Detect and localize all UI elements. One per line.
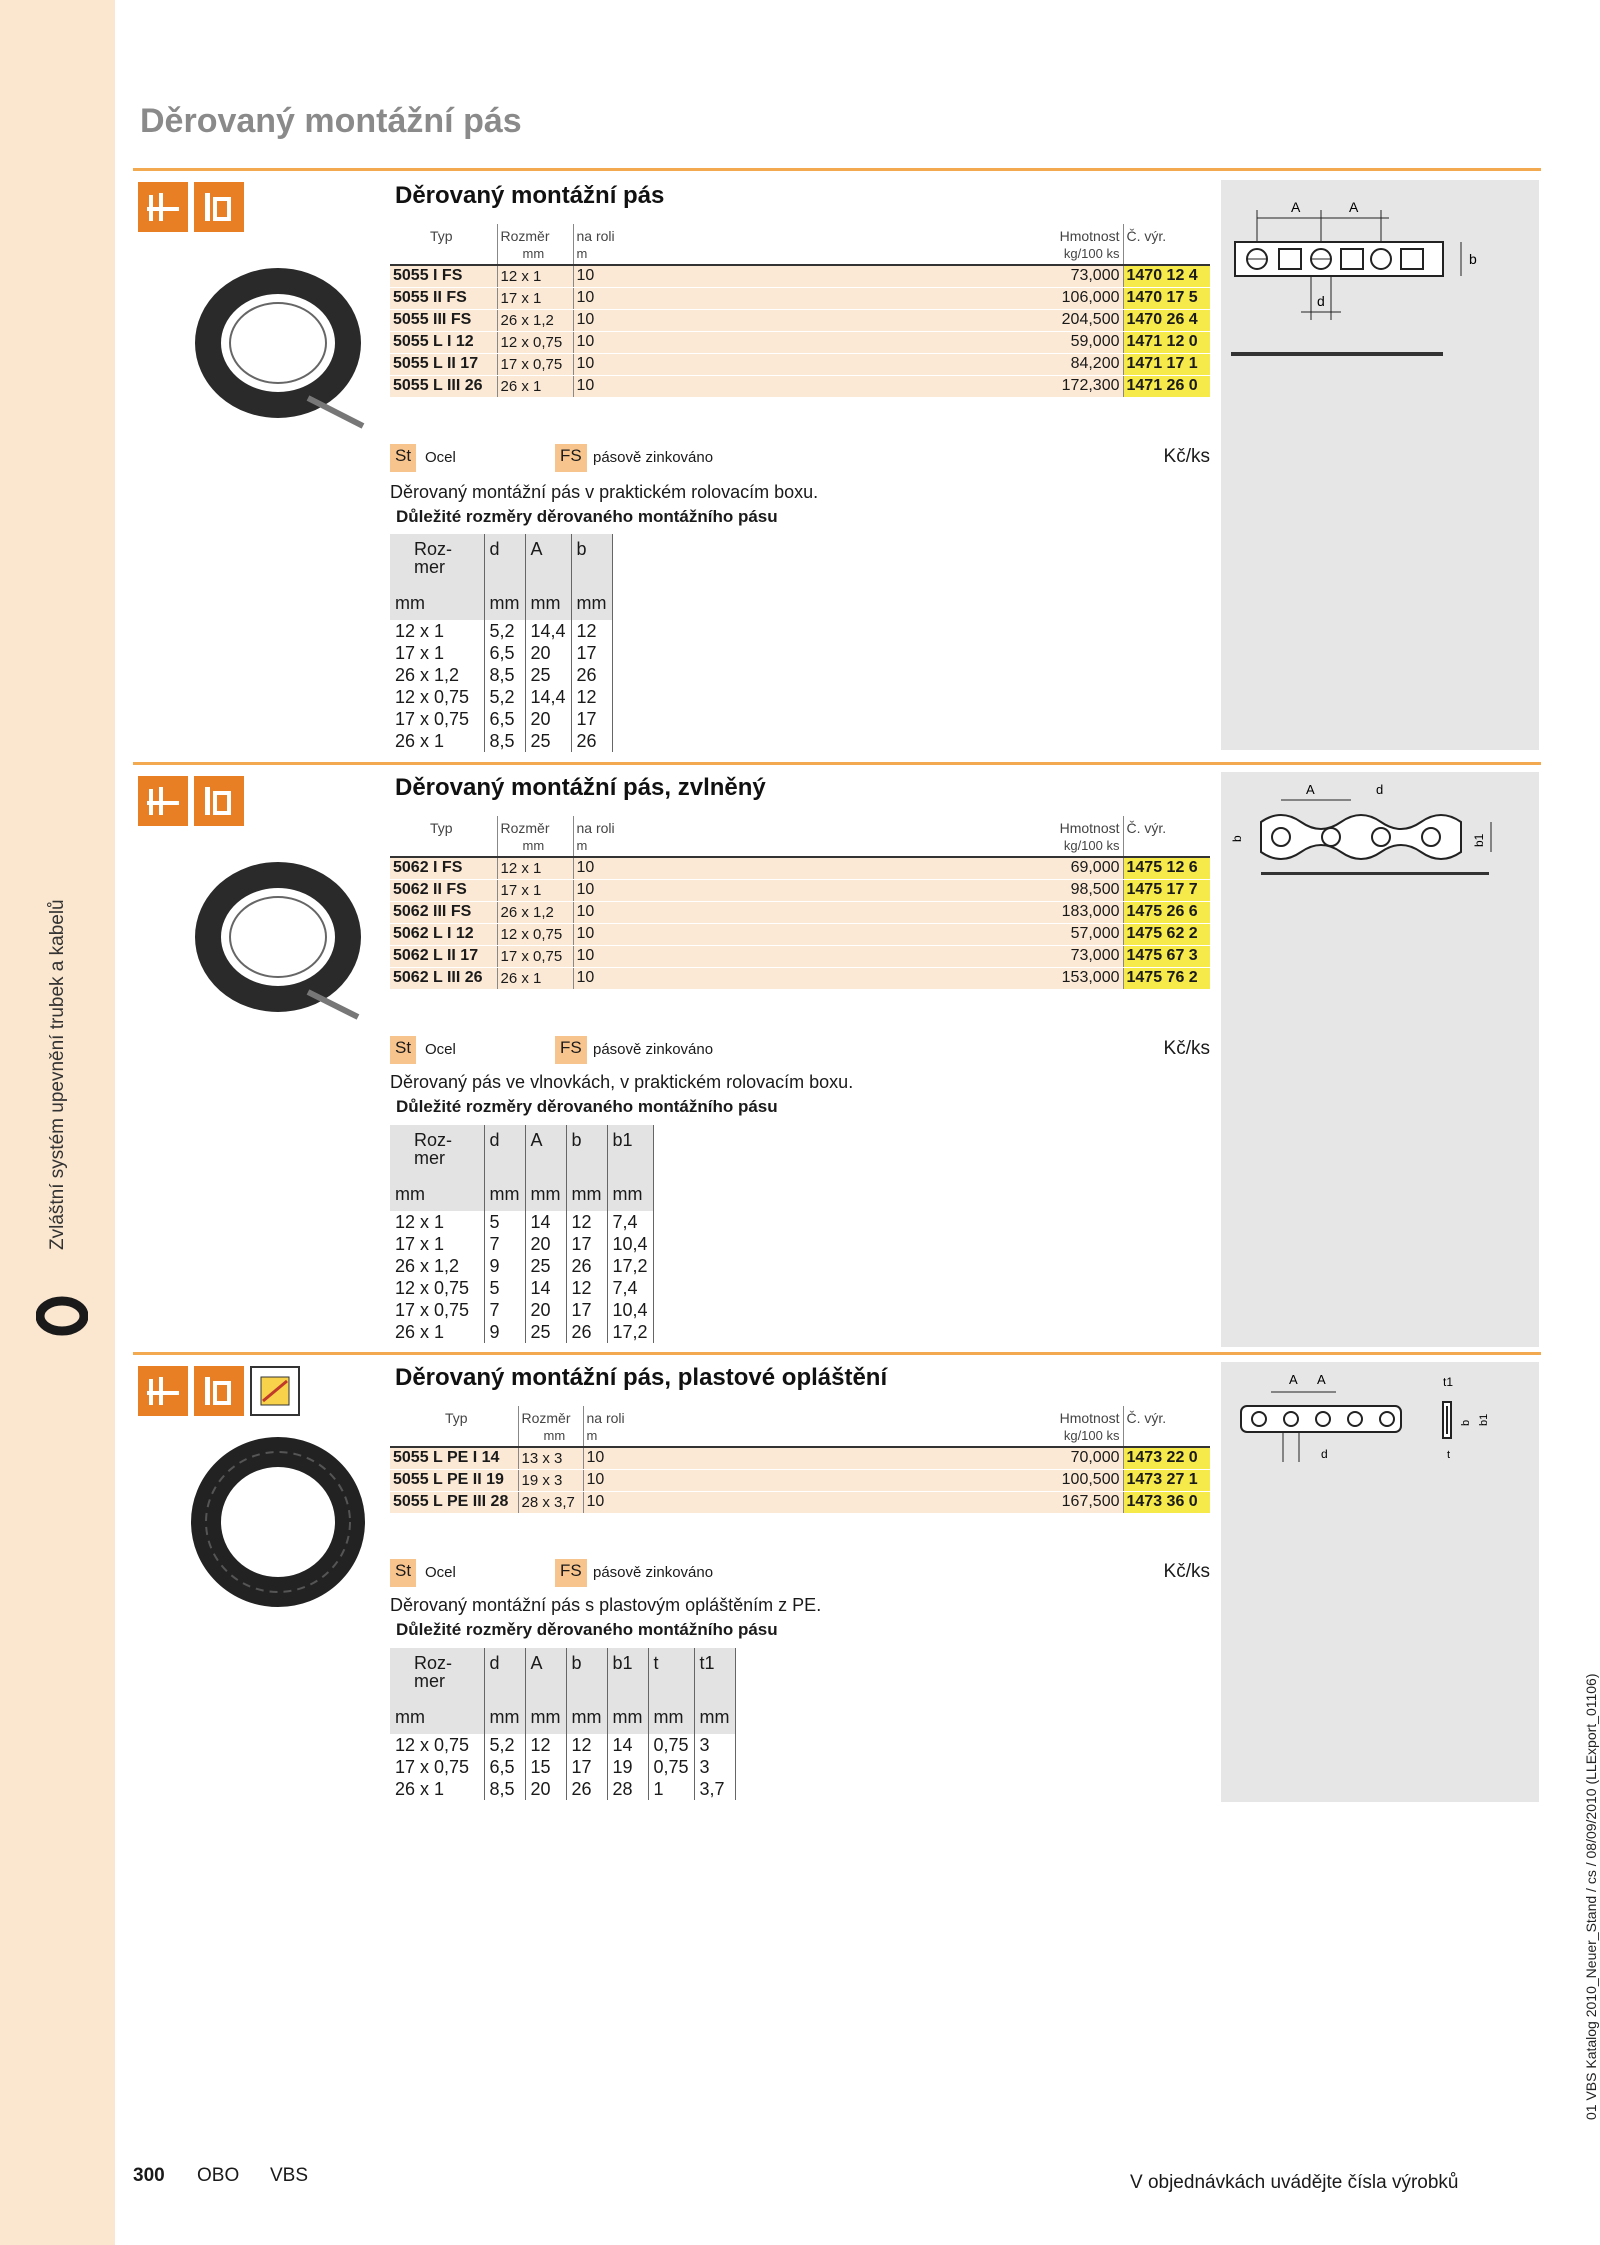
part-number: 1475 26 6 — [1123, 901, 1210, 923]
col-c-vyr: Č. výr. — [1126, 820, 1167, 836]
col-na-roli: na roli — [576, 820, 615, 836]
technical-drawing — [1221, 1362, 1539, 1482]
col-typ: Typ — [390, 816, 497, 836]
table-row: 5062 L III 26 26 x 1 10 153,000 1475 76 2 — [390, 967, 1210, 989]
dim-label: b — [1460, 1419, 1472, 1426]
col-rozmer: Rozměr — [518, 1406, 583, 1426]
fire-class-icon — [250, 1366, 300, 1416]
technical-drawing — [1221, 180, 1539, 380]
section-divider — [133, 168, 1541, 171]
table-row: 26 x 1,2 8,5 25 26 — [390, 664, 612, 686]
table-row: 26 x 1 9 25 26 17,2 — [390, 1321, 653, 1343]
part-number: 1470 12 4 — [1123, 265, 1210, 287]
material-label-fs: pásově zinkováno — [593, 1041, 714, 1058]
dim-label: d — [1317, 293, 1325, 309]
table-row: 26 x 1 8,5 25 26 — [390, 730, 612, 752]
dim-label: A — [1306, 782, 1315, 797]
section-wavy-strap — [133, 762, 1541, 1352]
material-row — [390, 1036, 1210, 1066]
col-c-vyr: Č. výr. — [1126, 228, 1167, 244]
col-hmotnost: Hmotnost — [1053, 1406, 1123, 1426]
unit-kg: kg/100 ks — [1053, 1426, 1123, 1447]
description: Děrovaný montážní pás s plastovým opláštěním z PE. — [390, 1595, 822, 1615]
dimensions-title: Důležité rozměry děrovaného montážního pásu — [396, 1620, 778, 1639]
part-number: 1473 27 1 — [1123, 1469, 1210, 1491]
table-row: 5055 L PE II 19 19 x 3 10 100,500 1473 27 1 — [390, 1469, 1210, 1491]
unit-m: m — [573, 836, 1053, 857]
material-badge-st: St — [390, 444, 416, 472]
dim-label: d — [1321, 1447, 1328, 1461]
dimensions-title: Důležité rozměry děrovaného montážního pásu — [396, 1097, 778, 1116]
table-row: 17 x 0,75 6,5 15 17 19 0,75 3 — [390, 1756, 735, 1778]
fastening-icon — [138, 182, 188, 232]
drawing-panel — [1221, 180, 1539, 750]
product-table — [390, 816, 1210, 990]
material-badge-fs: FS — [555, 444, 587, 472]
material-row — [390, 444, 1210, 474]
material-label-fs: pásově zinkováno — [593, 1564, 714, 1581]
part-number: 1475 67 3 — [1123, 945, 1210, 967]
technical-drawing — [1221, 772, 1539, 882]
col-c-vyr: Č. výr. — [1126, 1410, 1167, 1426]
col-hmotnost: Hmotnost — [1053, 816, 1123, 836]
description: Děrovaný montážní pás v praktickém rolovacím boxu. — [390, 482, 819, 502]
part-number: 1475 62 2 — [1123, 923, 1210, 945]
product-table — [390, 1406, 1210, 1514]
dimensions-title: Důležité rozměry děrovaného montážního pásu — [396, 507, 778, 526]
unit-m: m — [583, 1426, 1053, 1447]
col-na-roli: na roli — [586, 1410, 625, 1426]
table-row: 12 x 1 5,2 14,4 12 — [390, 620, 612, 642]
product-table — [390, 224, 1210, 398]
dim-label: t1 — [1443, 1375, 1454, 1389]
part-number: 1475 76 2 — [1123, 967, 1210, 989]
price-unit: Kč/ks — [1163, 1561, 1210, 1582]
col-typ: Typ — [390, 1406, 518, 1426]
col-typ: Typ — [390, 224, 497, 244]
part-number: 1471 26 0 — [1123, 375, 1210, 397]
dim-label: A — [1291, 199, 1301, 215]
dim-label: b1 — [1478, 1413, 1490, 1426]
strap-coil-image — [188, 1432, 388, 1622]
table-row: 5055 L II 17 17 x 0,75 10 84,200 1471 17 1 — [390, 353, 1210, 375]
dim-label: A — [1317, 1372, 1326, 1387]
table-row: 5055 L PE III 28 28 x 3,7 10 167,500 1473 36 0 — [390, 1491, 1210, 1513]
fastening-icon — [138, 1366, 188, 1416]
dimensions-table: Roz-mer d A b mm mm mm mm 12 x 1 5,2 14,4 12 17 x 1 6,5 20 17 26 x 1,2 8,5 25 26 12 x 0,75 5,2 14,4 12 17 x 0,75 6,5 20 17 26 x 1 8,5 25 26 — [390, 534, 613, 752]
dimensions-table: Roz-mer d A b b1 t t1 mm mm mm mm mm mm mm 12 x 0,75 5,2 12 12 14 0,75 3 17 x 0,75 6,5 15 17 19 0,75 3 26 x 1 8,5 20 26 28 1 3,7 — [390, 1648, 736, 1800]
material-label-st: Ocel — [425, 1041, 456, 1058]
side-label: Zvláštní systém upevnění trubek a kabelů — [47, 899, 68, 1250]
material-label-st: Ocel — [425, 449, 456, 466]
dim-label: A — [1289, 1372, 1298, 1387]
footer-note: V objednávkách uvádějte čísla výrobků — [1130, 2172, 1459, 2193]
table-row: 17 x 0,75 6,5 20 17 — [390, 708, 612, 730]
bracket-icon — [194, 1366, 244, 1416]
section-divider — [133, 762, 1541, 765]
strap-coil-image — [188, 248, 388, 438]
bracket-icon — [194, 776, 244, 826]
col-na-roli: na roli — [576, 228, 615, 244]
product-pictograms — [138, 1366, 300, 1416]
unit-mm: mm — [518, 1426, 583, 1447]
part-number: 1470 17 5 — [1123, 287, 1210, 309]
table-row: 26 x 1 8,5 20 26 28 1 3,7 — [390, 1778, 735, 1800]
page-number: 300 — [133, 2165, 165, 2186]
unit-kg: kg/100 ks — [1053, 836, 1123, 857]
part-number: 1475 12 6 — [1123, 857, 1210, 879]
table-row: 5055 I FS 12 x 1 10 73,000 1470 12 4 — [390, 265, 1210, 287]
table-row: 12 x 0,75 5 14 12 7,4 — [390, 1277, 653, 1299]
product-pictograms — [138, 182, 244, 232]
table-row: 5062 L II 17 17 x 0,75 10 73,000 1475 67 3 — [390, 945, 1210, 967]
material-badge-fs: FS — [555, 1036, 587, 1064]
col-rozmer: Rozměr — [497, 224, 573, 244]
drawing-panel — [1221, 1362, 1539, 1802]
description: Děrovaný pás ve vlnovkách, v praktickém rolovacím boxu. — [390, 1072, 854, 1092]
section-divider — [133, 1352, 1541, 1355]
table-row: 5055 L III 26 26 x 1 10 172,300 1471 26 0 — [390, 375, 1210, 397]
coil-icon — [36, 1296, 88, 1336]
material-badge-st: St — [390, 1036, 416, 1064]
unit-m: m — [573, 244, 1053, 265]
table-row: 12 x 0,75 5,2 14,4 12 — [390, 686, 612, 708]
unit-mm: mm — [497, 836, 573, 857]
part-number: 1471 17 1 — [1123, 353, 1210, 375]
dimensions-table: Roz-mer d A b b1 mm mm mm mm mm 12 x 1 5 14 12 7,4 17 x 1 7 20 17 10,4 26 x 1,2 9 25 26 17,2 12 x 0,75 5 14 12 7,4 17 x 0,75 7 20 17 10,4 26 x 1 9 25 26 17,2 — [390, 1125, 654, 1343]
dim-label: d — [1376, 782, 1384, 797]
material-badge-fs: FS — [555, 1559, 587, 1587]
unit-kg: kg/100 ks — [1053, 244, 1123, 265]
part-number: 1473 22 0 — [1123, 1447, 1210, 1469]
table-row: 17 x 1 6,5 20 17 — [390, 642, 612, 664]
material-label-st: Ocel — [425, 1564, 456, 1581]
table-row: 5055 II FS 17 x 1 10 106,000 1470 17 5 — [390, 287, 1210, 309]
table-row: 17 x 0,75 7 20 17 10,4 — [390, 1299, 653, 1321]
table-row: 26 x 1,2 9 25 26 17,2 — [390, 1255, 653, 1277]
table-row: 5055 L I 12 12 x 0,75 10 59,000 1471 12 0 — [390, 331, 1210, 353]
table-row: 12 x 0,75 5,2 12 12 14 0,75 3 — [390, 1734, 735, 1756]
footer-brand: OBO — [197, 2165, 240, 2186]
section-coated-strap — [133, 1352, 1541, 1812]
part-number: 1475 17 7 — [1123, 879, 1210, 901]
dim-label: t — [1447, 1449, 1451, 1461]
material-badge-st: St — [390, 1559, 416, 1587]
section-title: Děrovaný montážní pás, zvlněný — [395, 774, 766, 801]
col-rozmer: Rozměr — [497, 816, 573, 836]
table-row: 5062 I FS 12 x 1 10 69,000 1475 12 6 — [390, 857, 1210, 879]
table-row: 5062 II FS 17 x 1 10 98,500 1475 17 7 — [390, 879, 1210, 901]
price-unit: Kč/ks — [1163, 446, 1210, 467]
dim-label: b1 — [1472, 833, 1486, 847]
price-unit: Kč/ks — [1163, 1038, 1210, 1059]
drawing-panel — [1221, 772, 1539, 1347]
dim-label: A — [1349, 199, 1359, 215]
dim-label: b — [1230, 835, 1244, 842]
table-row: 5055 L PE I 14 13 x 3 10 70,000 1473 22 0 — [390, 1447, 1210, 1469]
section-title: Děrovaný montážní pás — [395, 182, 665, 209]
bracket-icon — [194, 182, 244, 232]
table-row: 17 x 1 7 20 17 10,4 — [390, 1233, 653, 1255]
dim-label: b — [1469, 251, 1477, 267]
col-hmotnost: Hmotnost — [1053, 224, 1123, 244]
strap-coil-image — [188, 842, 388, 1032]
section-title: Děrovaný montážní pás, plastové opláštění — [395, 1364, 888, 1391]
unit-mm: mm — [497, 244, 573, 265]
table-row: 5062 L I 12 12 x 0,75 10 57,000 1475 62 2 — [390, 923, 1210, 945]
table-row: 12 x 1 5 14 12 7,4 — [390, 1211, 653, 1233]
fastening-icon — [138, 776, 188, 826]
part-number: 1470 26 4 — [1123, 309, 1210, 331]
material-row — [390, 1559, 1210, 1589]
table-row: 5055 III FS 26 x 1,2 10 204,500 1470 26 4 — [390, 309, 1210, 331]
footer-catalog: VBS — [270, 2165, 309, 2186]
material-label-fs: pásově zinkováno — [593, 449, 714, 466]
section-perforated-strap — [133, 168, 1541, 758]
catalog-export-note: 01 VBS Katalog 2010_Neuer_Stand / cs / 08/09/2010 (LLExport_01106) — [1583, 1673, 1599, 2120]
product-pictograms — [138, 776, 244, 826]
part-number: 1473 36 0 — [1123, 1491, 1210, 1513]
part-number: 1471 12 0 — [1123, 331, 1210, 353]
page-title: Děrovaný montážní pás — [140, 102, 522, 140]
table-row: 5062 III FS 26 x 1,2 10 183,000 1475 26 6 — [390, 901, 1210, 923]
